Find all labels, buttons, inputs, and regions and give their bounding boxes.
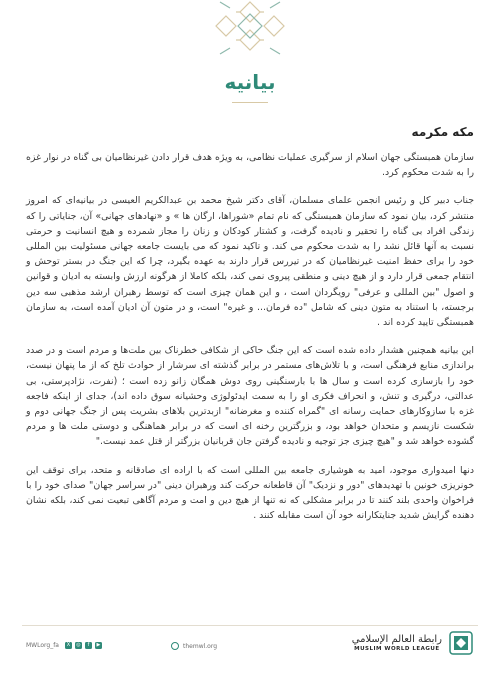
youtube-icon[interactable]: ▶ <box>96 642 101 648</box>
logo-english-name: MUSLIM WORLD LEAGUE <box>354 646 440 652</box>
logo-arabic-name: رابطة العالم الإسلامي <box>351 634 442 645</box>
paragraph-4: دنها امیدواری موجود، امید به هوشیاری جامعه بین المللی است که با اراده ای صادقانه و متحد، برای توقف این خونریزی خونین با تهدیدهای "دور و نزدیک" آن قاطعانه حرکت کند ورهبران دینی "در سراسر جهان" صدای خود را با فراخوان واحدی بلند کنند تا در برابر مشکلی که نه تنها از هیچ دین و امت و مردم آگاهی تبعیت نمی کند، بلکه نشان دهنده گرایش شدید جنایتکارانه خود آن است مقابله کنند . <box>26 464 474 522</box>
paragraph-2: جناب دبیر کل و رئیس انجمن علمای مسلمان، آقای دکتر شیخ محمد بن عبدالکریم العیسی در بیانیه‌ای که امروز منتشر کرد، بیان نمود که سازمان همبستگی که نام تمام «شوراها، ارگان ها » و «نهادهای جهانی» آن، جنایاتی را که زندگی افراد بی گناه را تحقیر و نادیده گرفت، و کشتار کودکان و زنان را مجاز شمرده و هیچ انسانیت و حرمتی نسبت به آنها قائل نشد را به شدت محکوم می کند. و تاکید نمود که می بایست جامعه جهانی مسئولیت بین المللی خود را برای حفظ امنیت غیرنظامیان که در تیررس قرار دارند به عهده بگیرد، چرا که این جنگ در بستر توحش و انتقام جمعی قرار دارد و از هیچ دینی و منطقی پیروی نمی کند، بلکه کاملا از هرگونه ارزش وابسته به ادیان و قوانین و اصول "بین المللی و عرفی" رویگردان است ، و این همان چیزی است که توسط رهبران ارشد مذهبی سه دین برجسته، با استناد به متون دینی که شامل "ده فرمان... و غیره" است، و در متون آن ادیان آمده است، به سازمان همبستگی تایید کرده اند . <box>26 195 474 329</box>
website-link[interactable] <box>171 642 217 650</box>
geometric-pattern-ornament <box>214 0 286 60</box>
social-handle: MWLorg_fa <box>26 642 59 649</box>
facebook-icon[interactable]: f <box>85 642 92 649</box>
paragraph-3: این بیانیه همچنین هشدار داده شده است که این جنگ حاکی از شکافی خطرناک بین ملت‌ها و مردم است و در صدد براندازی منابع فرهنگی است، و با تلاش‌های مستمر در برابر گذشته ای سرشار از حوادث تلخ که از ما پنهان نیست، خود را بازسازی کرده است و سال ها با بارسنگینی روی دوش همگان زانو زده است ؛ (نفرت، نژادپرستی، بی عدالتی، درگیری و تنش، و انحراف فکری او را به سمت ایدئولوژی وحشیانه سوق داده اند)، جدای از اینکه فاجعه غزه با سازوکارهای حمایت رسانه ای "گمراه کننده و مغرضانه" ازبدترین بلاهای بشریت پس از جنگ جهانی دوم و شکست نازیسم و متحدان خواهد بود، و بزرگترین رخنه ای است که در برابر هماهنگی و دوستی ملت ها و مردم گشوده خواهد شد و "هیچ چیزی جز توجیه و نادیده گرفتن جان قربانیان بزرگتر از قتل عمد نیست." <box>26 345 474 448</box>
logo-wordmark <box>352 634 442 652</box>
x-icon[interactable]: X <box>66 642 71 648</box>
title-divider <box>232 102 268 103</box>
globe-icon <box>171 642 179 650</box>
muslim-world-league-logo <box>352 630 474 656</box>
statement-body <box>26 150 474 536</box>
footer <box>26 630 474 670</box>
footer-divider <box>22 625 478 626</box>
instagram-icon[interactable]: ◎ <box>76 642 81 648</box>
social-links <box>26 642 102 649</box>
location-heading: مکه مکرمه <box>411 125 474 139</box>
paragraph-1: سازمان همبستگی جهان اسلام از سرگیری عملیات نظامی، به ویژه هدف قرار دادن غیرنظامیان بی گناه در نوار غزه را به شدت محکوم کرد. <box>26 152 474 179</box>
league-emblem-icon <box>448 630 474 656</box>
website-url: themwl.org <box>183 642 218 650</box>
page-title: بيانيه <box>224 70 276 94</box>
